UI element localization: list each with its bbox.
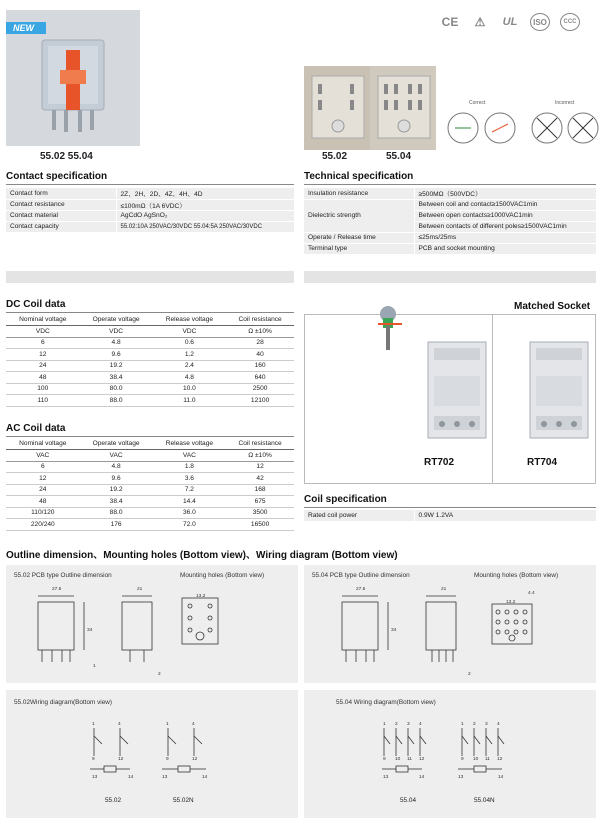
table-cell: 72.0 [153,519,227,531]
screwdriver-icon [372,304,412,354]
column-header: Coil resistance [226,438,294,450]
pin-label: 12 [419,757,425,762]
spec-value: PCB and socket mounting [414,243,596,254]
table-row [304,188,596,199]
table-cell: 88.0 [80,395,153,407]
table-cell: 24 [6,360,80,372]
contact-spec-table [6,188,294,233]
column-header: Operate voltage [80,314,153,326]
table-cell: 4.8 [153,372,227,384]
spec-value: 55.02:10A 250VAC/30VDC 55.04:5A 250VAC/30VDC [116,221,294,232]
column-header: Nominal voltage [6,438,80,450]
spec-label: Dielectric strength [304,199,414,232]
table-row [6,221,294,232]
wiring-label-5504: 55.04 [400,797,416,804]
coil-spec-table [304,510,596,522]
spec-label: Contact capacity [6,221,116,232]
spec-label: Contact resistance [6,199,116,210]
pin-label: 10 [473,757,479,762]
wiring-5502-label: 55.02Wiring diagram(Bottom view) [14,699,113,706]
dim-height-5504: 34 [391,628,397,633]
table-cell: 36.0 [153,507,227,519]
pin-label: 3 [407,722,410,727]
outline-5504-label: 55.04 PCB type Outline dimension [312,572,410,579]
table-row [6,188,294,199]
pin-caption-5504: 55.04 [386,151,412,162]
table-cell: 6 [6,337,80,349]
spec-value: ≤100mΩ（1A 6VDC） [116,199,294,210]
outline-5502-side-drawing [118,592,168,674]
table-row [6,210,294,221]
spec-label: Rated coil power [304,510,414,521]
pin-label: 2 [473,722,476,727]
dc-coil-table [6,314,294,407]
outline-5502-label: 55.02 PCB type Outline dimension [14,572,112,579]
contact-spec-band [6,271,294,283]
pin-label: 4 [192,722,195,727]
socket-rt704-image [526,336,592,444]
new-badge: NEW [6,22,46,34]
ce-mark-icon: CE [441,15,459,29]
table-row [6,199,294,210]
dim-height-5502: 34 [87,628,93,633]
spec-label: Contact material [6,210,116,221]
units-row [6,450,294,462]
table-cell: 110/120 [6,507,80,519]
table-row [6,360,294,372]
table-row [6,484,294,496]
ac-coil-title: AC Coil data [6,423,66,434]
table-row [6,349,294,361]
socket-model-rt702: RT702 [424,457,455,468]
holes-5502-label: Mounting holes (Bottom view) [180,572,265,579]
table-row [6,337,294,349]
dim-holespan-5502: 13.2 [196,594,206,599]
column-header: Release voltage [153,438,227,450]
pin-label: 1 [461,722,464,727]
pin-label: 9 [166,757,169,762]
table-cell: 14.4 [153,496,227,508]
pin-photos [304,66,436,150]
socket-model-rt704: RT704 [527,457,558,468]
table-row [6,473,294,485]
wiring-5504-label: 55.04 Wiring diagram(Bottom view) [336,699,436,706]
table-cell: 28 [226,337,294,349]
table-cell: 4.8 [80,461,153,473]
spec-value: 2Z、2H、2D、4Z、4H、4D [116,188,294,199]
matched-socket-title: Matched Socket [514,301,591,312]
spec-value: Between open contacts≥1000VAC1min [414,210,596,221]
dim-small-5504: 2 [468,672,471,677]
table-cell: 0.6 [153,337,227,349]
holes-5504-label: Mounting holes (Bottom view) [474,572,559,579]
dim-depth-5502: 21 [137,587,143,592]
table-cell: 2500 [226,383,294,395]
pin-label: 9 [461,757,464,762]
product-caption: 55.02 55.04 [40,151,93,162]
pin-label: 10 [395,757,401,762]
spec-value: ≥500MΩ（500VDC） [414,188,596,199]
table-cell: 3500 [226,507,294,519]
table-cell: 19.2 [80,484,153,496]
pin-label: 9 [92,757,95,762]
spec-label: Insulation resistance [304,188,414,199]
coil-spec-title: Coil specification [304,494,387,505]
table-cell: 3.6 [153,473,227,485]
dc-coil-title: DC Coil data [6,299,66,310]
pin-label: 4 [419,722,422,727]
table-cell: 100 [6,383,80,395]
socket-divider [492,314,493,484]
table-cell: 16500 [226,519,294,531]
holes-5504-drawing [486,592,546,652]
wiring-5502-drawing [84,722,224,782]
pin-caption-5502: 55.02 [322,151,348,162]
table-cell: 1.2 [153,349,227,361]
ccc-mark-icon: CCC [560,13,580,31]
pin-label: 3 [485,722,488,727]
table-cell: 168 [226,484,294,496]
pin-label: 14 [128,775,134,780]
dc-coil-rule [6,312,294,313]
technical-spec-band [304,271,596,283]
ac-coil-rule [6,436,294,437]
table-cell: 12 [6,349,80,361]
pin-label: 13 [458,775,464,780]
ac-coil-table [6,438,294,531]
outline-5504-side-drawing [422,592,472,674]
table-cell: 10.0 [153,383,227,395]
technical-spec-rule [304,184,596,185]
table-cell: 640 [226,372,294,384]
holes-5502-drawing [176,592,226,652]
table-row [304,243,596,254]
pin-label: 14 [498,775,504,780]
unit-cell: Ω ±10% [226,450,294,462]
spec-label: Contact form [6,188,116,199]
incorrect-orientation-2 [568,113,598,143]
unit-cell: VAC [80,450,153,462]
table-cell: 110 [6,395,80,407]
column-header: Release voltage [153,314,227,326]
table-cell: 4.8 [80,337,153,349]
table-cell: 160 [226,360,294,372]
spec-value: 0.9W 1.2VA [414,510,596,521]
pin-label: 11 [407,757,412,762]
spec-value: AgCdO AgSnO₂ [116,210,294,221]
pin-label: 14 [202,775,208,780]
table-cell: 40 [226,349,294,361]
spec-label: Operate / Release time [304,232,414,243]
unit-cell: VDC [6,326,80,338]
spec-label: Terminal type [304,243,414,254]
correct-orientation-2 [485,113,515,143]
table-row [6,372,294,384]
table-row [6,507,294,519]
pin-label: 12 [118,757,124,762]
table-cell: 220/240 [6,519,80,531]
table-cell: 176 [80,519,153,531]
pin-label: 13 [383,775,389,780]
wiring-label-5502: 55.02 [105,797,121,804]
table-header-row [6,314,294,326]
table-cell: 12100 [226,395,294,407]
wiring-label-5502n: 55.02N [173,797,194,804]
units-row [6,326,294,338]
certification-row [440,12,598,32]
table-row [6,383,294,395]
pin-label: 14 [419,775,425,780]
table-row [6,395,294,407]
column-header: Operate voltage [80,438,153,450]
wiring-label-5504n: 55.04N [474,797,495,804]
column-header: Nominal voltage [6,314,80,326]
pin-label: 12 [192,757,198,762]
outline-5504-front-drawing [338,592,418,674]
pin-label: 12 [497,757,503,762]
correct-orientation-1 [448,113,478,143]
table-cell: 675 [226,496,294,508]
table-cell: 12 [6,473,80,485]
unit-cell: Ω ±10% [226,326,294,338]
socket-rt702-image [424,336,490,444]
dim-pitch-5504: 4.4 [528,591,535,596]
unit-cell: VAC [153,450,227,462]
table-cell: 1.8 [153,461,227,473]
pin-label: 11 [485,757,490,762]
table-row [6,496,294,508]
dim-depth-5504: 21 [441,587,447,592]
table-cell: 6 [6,461,80,473]
dim-width-5504: 27.5 [356,587,366,592]
ul-mark-icon: UL [502,16,518,28]
spec-value: Between coil and contact≥1500VAC1min [414,199,596,210]
table-cell: 38.4 [80,496,153,508]
unit-cell: VDC [80,326,153,338]
table-cell: 7.2 [153,484,227,496]
dim-width-5502: 27.5 [52,587,62,592]
table-cell: 24 [6,484,80,496]
table-cell: 48 [6,372,80,384]
pin-label: 4 [497,722,500,727]
table-cell: 9.6 [80,473,153,485]
column-header: Coil resistance [226,314,294,326]
dim-holespan-5504: 13.2 [506,600,516,605]
table-cell: 42 [226,473,294,485]
table-cell: 12 [226,461,294,473]
table-row [6,461,294,473]
spec-value: ≤25ms/25ms [414,232,596,243]
unit-cell: VDC [153,326,227,338]
technical-spec-title: Technical specification [304,171,414,182]
technical-spec-table [304,188,596,255]
incorrect-label: Incorrect [555,100,575,106]
warning-triangle-icon: ⚠ [474,15,486,29]
outline-title: Outline dimension、Mounting holes (Bottom view)、Wiring diagram (Bottom view) [6,550,398,561]
contact-spec-title: Contact specification [6,171,108,182]
table-cell: 48 [6,496,80,508]
table-row [6,519,294,531]
table-row [304,199,596,210]
pin-label: 9 [383,757,386,762]
iso-mark-icon: ISO [530,13,550,31]
pin-label: 1 [166,722,169,727]
pin-label: 13 [162,775,168,780]
table-cell: 11.0 [153,395,227,407]
table-cell: 88.0 [80,507,153,519]
pin-label: 4 [118,722,121,727]
pin-label: 2 [395,722,398,727]
table-cell: 2.4 [153,360,227,372]
unit-cell: VAC [6,450,80,462]
table-cell: 9.6 [80,349,153,361]
pin-label: 1 [92,722,95,727]
table-cell: 19.2 [80,360,153,372]
outline-5502-front-drawing [34,592,114,674]
spec-value: Between contacts of different poles≥1500VAC1min [414,221,596,232]
table-cell: 80.0 [80,383,153,395]
coil-spec-rule [304,507,596,508]
mounting-orientation [445,100,599,150]
correct-label: Correct [469,100,486,106]
contact-spec-rule [6,184,294,185]
pin-label: 13 [92,775,98,780]
table-row [304,510,596,521]
table-header-row [6,438,294,450]
wiring-5504-drawing [380,722,530,782]
dim-small-5502: 2 [158,672,161,677]
table-row [304,232,596,243]
table-cell: 38.4 [80,372,153,384]
incorrect-orientation-1 [532,113,562,143]
dim-one-5502: 1 [93,664,96,669]
pin-label: 1 [383,722,386,727]
